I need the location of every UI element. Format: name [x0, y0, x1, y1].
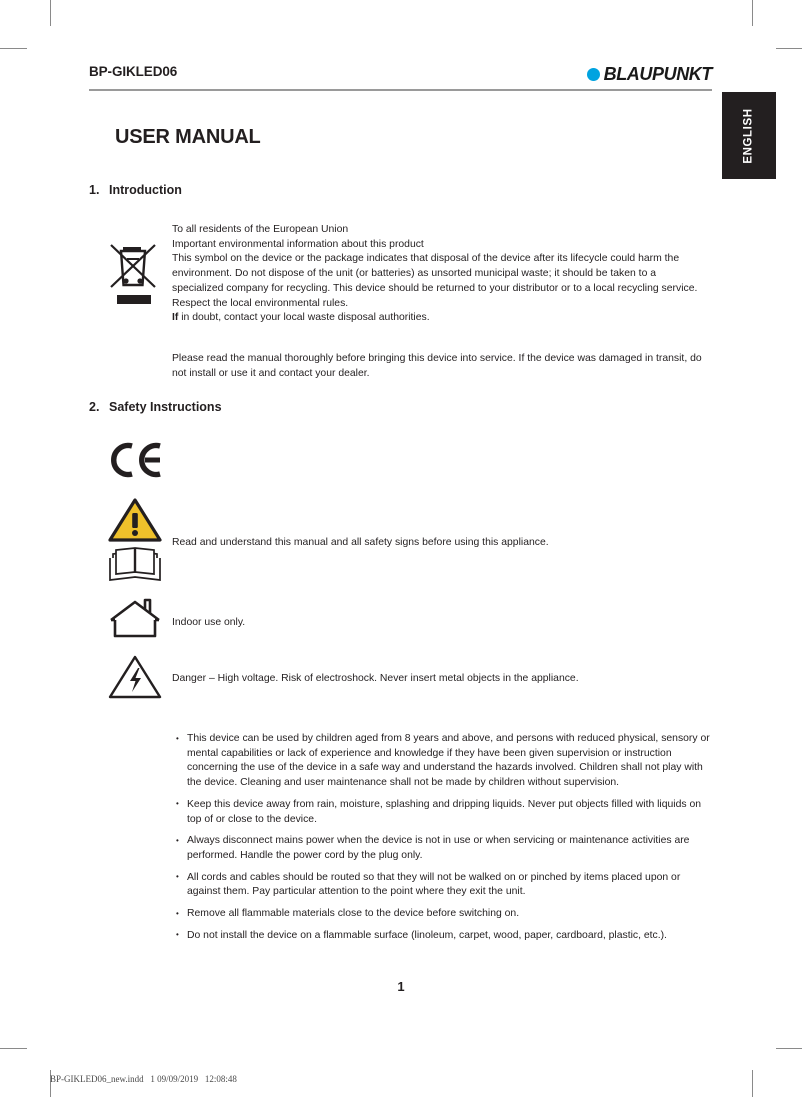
bullet-text: • Always disconnect mains power when the device is not in use or when servicing or maintenance activities are performed. Handle the power cord by the plug only. [187, 835, 690, 861]
bullet-text: • Do not install the device on a flammable surface (linoleum, carpet, wood, paper, cardboard, plastic, etc.). [187, 929, 667, 941]
blaupunkt-dot-icon [587, 68, 600, 81]
brand-name: BLAUPUNKT [603, 64, 712, 84]
list-item [176, 907, 710, 922]
ce-mark-icon [108, 440, 166, 480]
page-title: USER MANUAL [115, 126, 261, 148]
list-item [176, 929, 710, 944]
page-header [89, 64, 712, 92]
language-tab-label: ENGLISH [743, 107, 756, 164]
document-code: BP-GIKLED06 [89, 64, 178, 79]
intro-line-2: Important environmental information about this product [172, 238, 424, 250]
section-label: Safety Instructions [109, 400, 222, 414]
blaupunkt-logo [587, 65, 712, 83]
crop-mark-top-left-horizontal [0, 48, 27, 49]
intro-doubt-rest: in doubt, contact your local waste disposal authorities. [178, 312, 430, 324]
intro-doubt-bold: If [172, 312, 179, 324]
list-item [176, 834, 710, 863]
bullet-text: • Remove all flammable materials close to the device before switching on. [187, 908, 520, 920]
safety-symbol-text-indoor-use: Indoor use only. [172, 617, 246, 628]
list-item [176, 798, 710, 827]
list-item [176, 871, 710, 900]
footer-slug: BP-GIKLED06_new.indd 1 09/09/2019 12:08:48 [50, 1074, 237, 1084]
safety-symbol-text-high-voltage: Danger – High voltage. Risk of electroshock. Never insert metal objects in the appliance. [172, 673, 579, 684]
intro-line-1: To all residents of the European Union [172, 224, 349, 235]
section-heading-safety-instructions [89, 400, 222, 414]
indoor-use-house-icon [108, 598, 162, 642]
introduction-text-block [172, 223, 709, 326]
section-label: Introduction [109, 183, 182, 197]
warning-triangle-icon [108, 497, 162, 543]
language-tab-english [722, 92, 776, 179]
crop-mark-bottom-right-vertical [752, 1070, 753, 1097]
crop-mark-top-left-vertical [50, 0, 51, 26]
bullet-text: • Keep this device away from rain, moisture, splashing and dripping liquids. Never put objects filled with liquids on top of or close to the device. [187, 798, 702, 825]
crop-mark-top-right-horizontal [776, 48, 802, 49]
crop-mark-bottom-right-horizontal [776, 1048, 802, 1049]
introduction-note: Please read the manual thoroughly before bringing this device into service. If the device was damaged in transit, do not install or use it and contact your dealer. [172, 353, 702, 379]
read-manual-book-icon [108, 542, 162, 582]
safety-bullet-list [176, 732, 710, 950]
section-heading-introduction [89, 183, 182, 197]
crop-mark-top-right-vertical [752, 0, 753, 26]
bullet-text: • All cords and cables should be routed so that they will not be walked on or pinched by items placed upon or against them. Pay particular attention to the point where they exit the unit. [187, 871, 681, 898]
intro-paragraph: This symbol on the device or the package indicates that disposal of the device after its lifecycle could harm the environment. Do not dispose of the unit (or batteries) as unsorted municipal waste; it should be taken to a specialized company for recycling. This device should be returned to your distributor or to a local recycling service. Respect the local environmental rules. [172, 253, 698, 309]
crossed-out-wheelie-bin-icon [107, 237, 163, 311]
section-number: 1. [89, 183, 100, 197]
bullet-text: • This device can be used by children aged from 8 years and above, and persons with reduced physical, sensory or mental capabilities or lack of experience and knowledge if they have been given supervision or instruction concerning the use of the device in a safe way and understand the hazards involved. Children shall not play with the device. Cleaning and user maintenance shall not be made by children without supervision. [187, 733, 710, 789]
section-number: 2. [89, 400, 100, 414]
list-item [176, 732, 710, 791]
page-number: 1 [397, 979, 405, 994]
intro-doubt-line [172, 311, 709, 326]
high-voltage-triangle-icon [108, 654, 162, 700]
header-divider [89, 89, 712, 91]
crop-mark-bottom-left-horizontal [0, 1048, 27, 1049]
safety-symbol-text-read-manual: Read and understand this manual and all safety signs before using this appliance. [172, 537, 549, 548]
